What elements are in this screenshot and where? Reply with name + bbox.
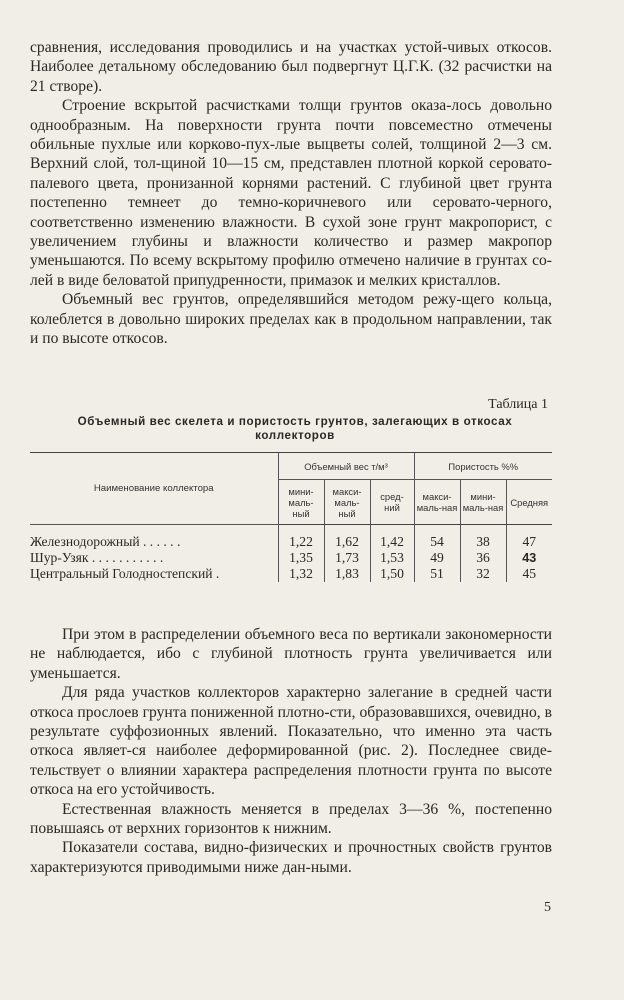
text-block-bottom [30,625,552,877]
table-row [30,550,552,566]
subheader-volume-avg: сред-ний [370,480,414,525]
cell-porosity-min: 36 [460,550,506,566]
header-porosity: Пористость %% [414,453,552,480]
cell-porosity-max: 49 [414,550,460,566]
table-row [30,525,552,551]
cell-porosity-max: 54 [414,525,460,551]
paragraph-3: Объемный вес грунтов, определявшийся методом режу-щего кольца, колеблется в довольно широких пределах как в продольном направлении, так и по высоте откосов. [30,291,552,348]
data-table [30,452,552,582]
cell-volume-min: 1,32 [278,566,324,582]
paragraph-7: Показатели состава, видно-физических и прочностных свойств грунтов характеризуются приводимыми ниже дан-ными. [30,839,552,876]
header-collector-name: Наименование коллектора [30,453,278,525]
row-name: Центральный Голодностепский . [30,566,220,581]
paragraph-1: сравнения, исследования проводились и на участках устой-чивых откосов. Наиболее детальному обследованию был подвергнут Ц.Г.К. (32 расчистки на 21 створе). [30,39,552,95]
table-number: Таблица 1 [488,397,548,412]
cell-volume-max: 1,73 [324,550,370,566]
table-row [30,566,552,582]
page-number: 5 [544,900,551,915]
row-name: Шур-Узяк . . . . . . . . . . . [30,550,164,565]
cell-volume-avg: 1,50 [370,566,414,582]
paragraph-5: Для ряда участков коллекторов характерно залегание в средней части откоса прослоев грунта пониженной плотно-сти, образовавшихся, очевидно, в результате суффозионных явлений. Показательно, что именно эта часть откоса являет-ся наиболее деформированной (рис. 2). Последнее свиде-тельствует о влиянии характера распределения плотности грунта по высоте откоса на его устойчивость. [30,684,552,799]
cell-volume-avg: 1,53 [370,550,414,566]
subheader-volume-min: мини-маль-ный [278,480,324,525]
subheader-volume-max: макси-маль-ный [324,480,370,525]
subheader-porosity-max: макси-маль-ная [414,480,460,525]
cell-porosity-max: 51 [414,566,460,582]
cell-volume-min: 1,35 [278,550,324,566]
cell-volume-max: 1,62 [324,525,370,551]
header-volume-weight: Объемный вес т/м³ [278,453,414,480]
text-block-top [30,38,552,349]
subheader-porosity-min: мини-маль-ная [460,480,506,525]
cell-porosity-avg: 47 [506,525,552,551]
cell-porosity-min: 32 [460,566,506,582]
subheader-porosity-avg: Средняя [506,480,552,525]
cell-porosity-avg: 43 [506,550,552,566]
row-name: Железнодорожный . . . . . . [30,534,181,549]
paragraph-6: Естественная влажность меняется в пределах 3—36 %, постепенно повышаясь от верхних горизонтов к нижним. [30,800,552,838]
cell-porosity-min: 38 [460,525,506,551]
cell-volume-max: 1,83 [324,566,370,582]
paragraph-4: При этом в распределении объемного веса по вертикали закономерности не наблюдается, ибо с глубиной плотность грунта увеличивается или уменьшается. [30,626,552,682]
paragraph-2: Строение вскрытой расчистками толщи грунтов оказа-лось довольно однообразным. На поверхности грунта почти повсеместно отмечены обильные пухлые или корково-пух-лые выцветы солей, толщиной 2—3 см. Верхний слой, тол-щиной 10—15 см, представлен плотной коркой серовато-палевого цвета, пронизанной корнями растений. С глубиной цвет грунта постепенно темнеет до темно-коричневого или серовато-черного, соответственно изменению влажности. В сухой зоне грунт макропорист, с увеличением глубины и влажности количество и размер макропор уменьшаются. По всему вскрытому профилю отмечено наличие в грунтах со-лей в виде беловатой припудренности, примазок и мелких кристаллов. [30,97,552,289]
cell-volume-avg: 1,42 [370,525,414,551]
table-title: Объемный вес скелета и пористость грунтов, залегающих в откосах коллекторов [77,415,513,442]
cell-porosity-avg: 45 [506,566,552,582]
cell-volume-min: 1,22 [278,525,324,551]
